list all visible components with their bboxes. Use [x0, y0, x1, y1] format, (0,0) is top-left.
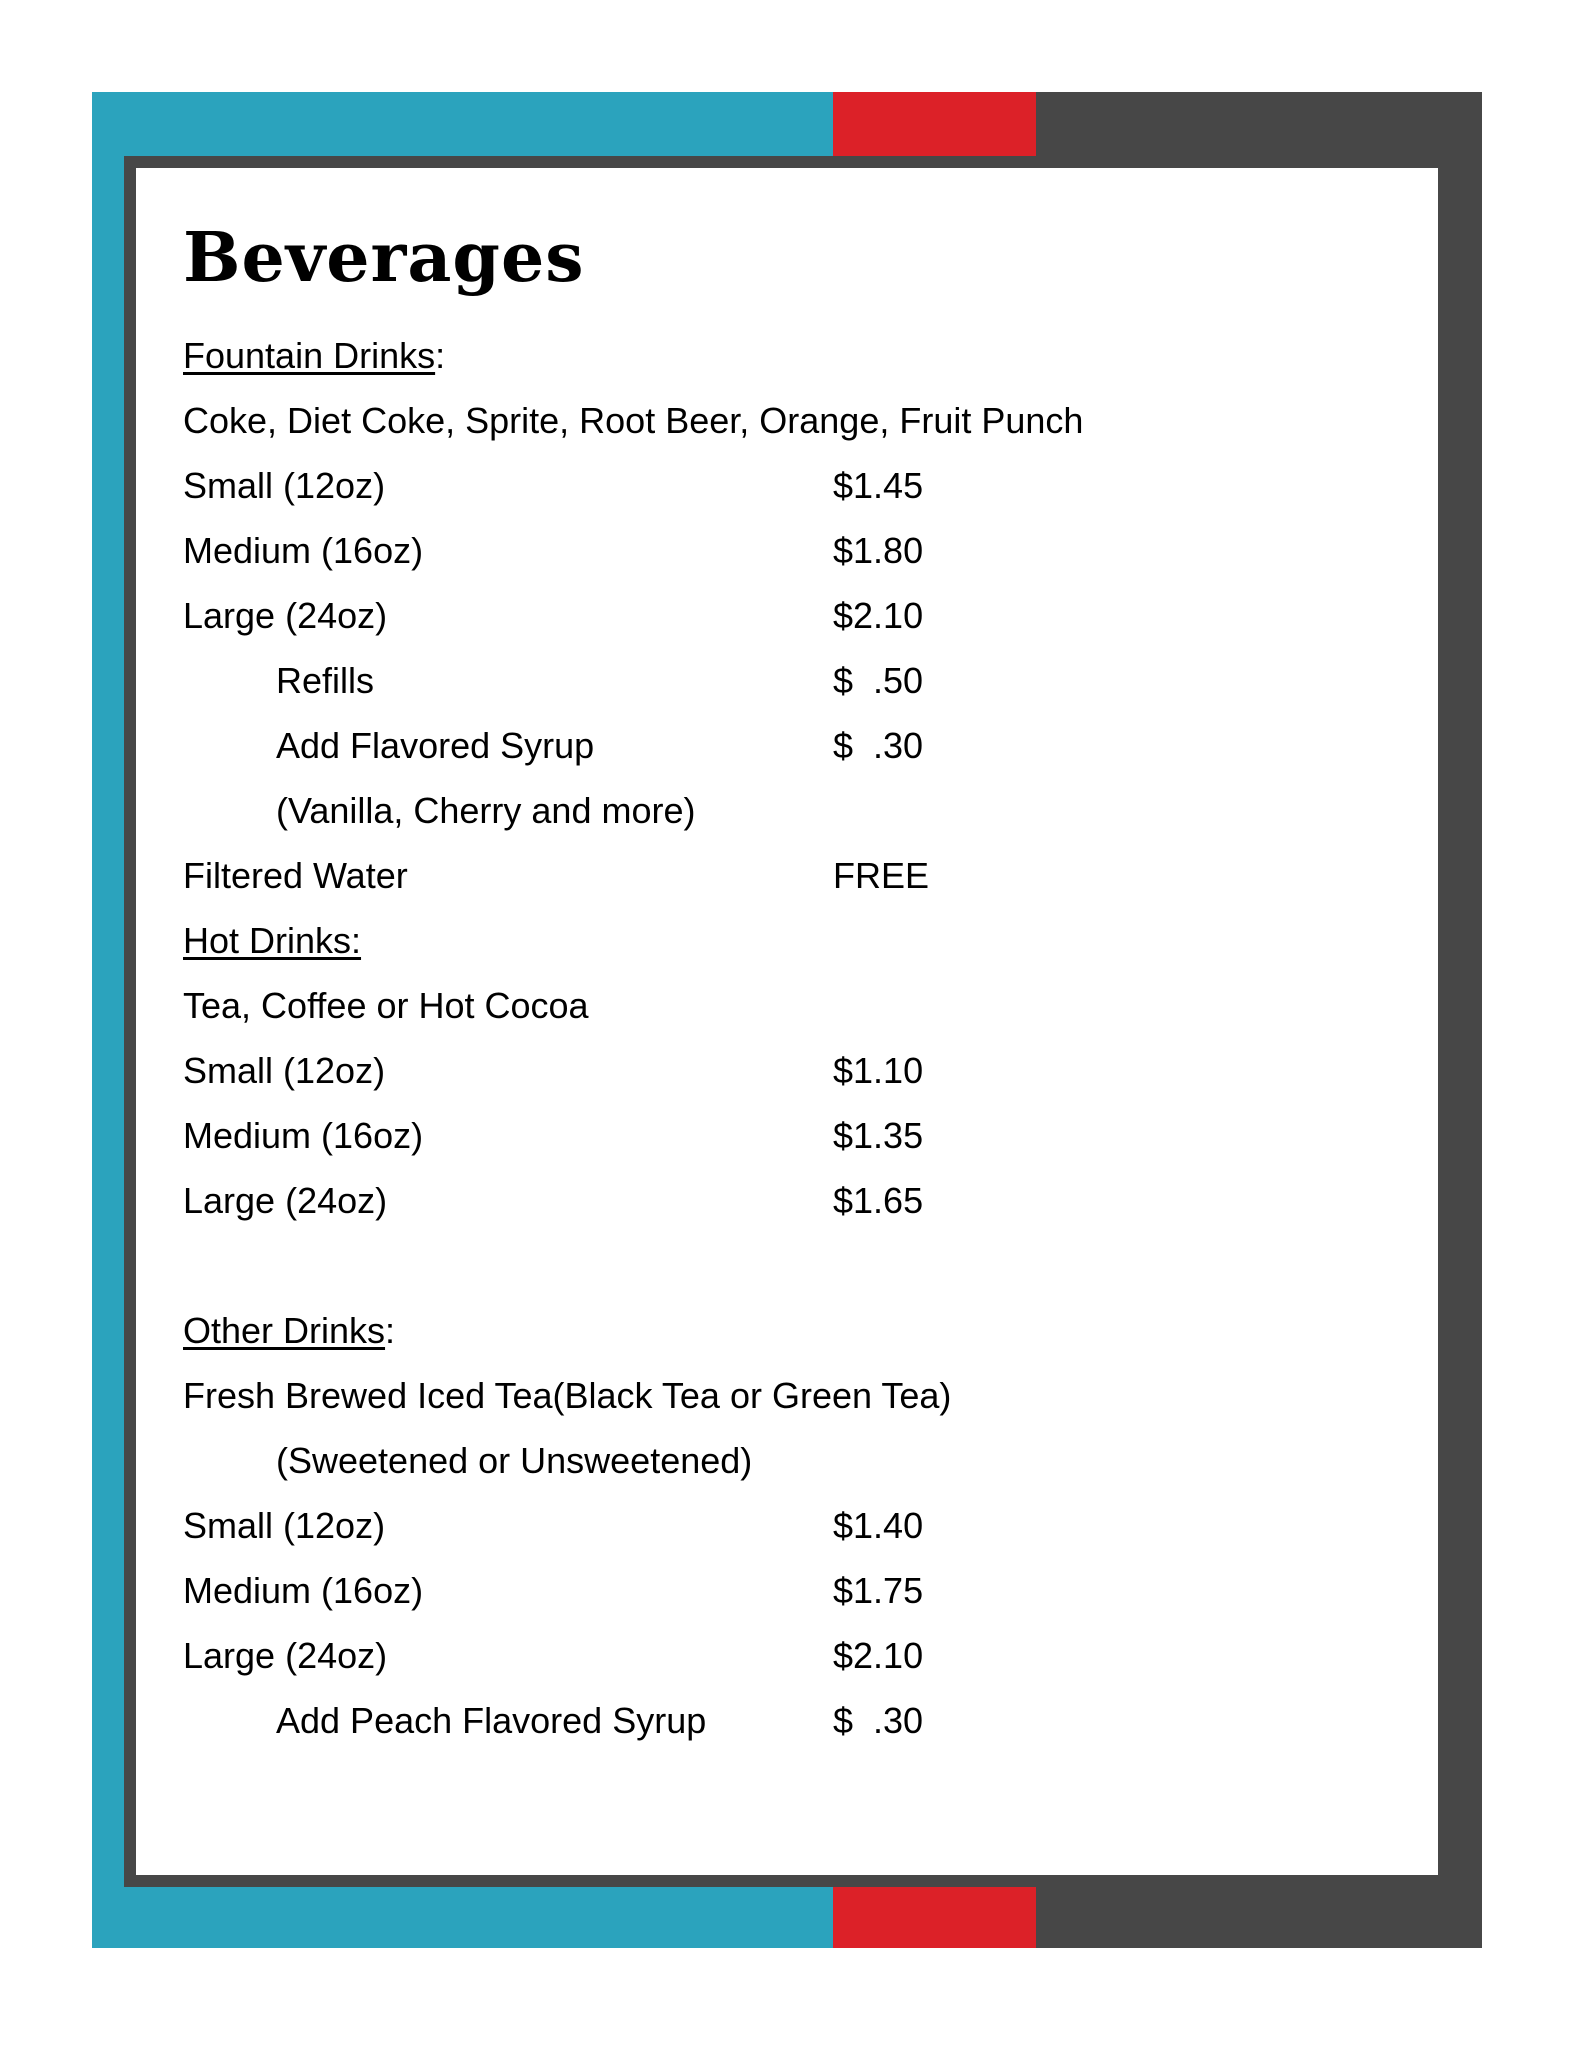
section-heading-text: Fountain Drinks — [183, 335, 436, 376]
item-name: Add Peach Flavored Syrup — [276, 1700, 707, 1741]
menu-item — [183, 1623, 1283, 1688]
item-price: FREE — [833, 855, 930, 896]
menu-note — [183, 973, 1283, 1038]
item-price: $ .30 — [833, 1700, 924, 1741]
item-price: $2.10 — [833, 1635, 924, 1676]
menu-item — [183, 1688, 1283, 1753]
page-title: Beverages — [183, 218, 585, 298]
note-text: Coke, Diet Coke, Sprite, Root Beer, Orange, Fruit Punch — [183, 400, 1084, 441]
item-name: Large (24oz) — [183, 595, 388, 636]
menu-item — [183, 1103, 1283, 1168]
item-name: Small (12oz) — [183, 1050, 386, 1091]
menu-item — [183, 1038, 1283, 1103]
item-name: Add Flavored Syrup — [276, 725, 595, 766]
menu-note — [183, 778, 1283, 843]
item-price: $2.10 — [833, 595, 924, 636]
menu-item — [183, 1558, 1283, 1623]
item-price: $1.75 — [833, 1570, 924, 1611]
item-name: Filtered Water — [183, 855, 408, 896]
section-heading-wrapper — [183, 1310, 395, 1351]
item-price: $ .50 — [833, 660, 924, 701]
section-heading-suffix: : — [435, 335, 446, 376]
menu-item — [183, 648, 1283, 713]
item-price: $ .30 — [833, 725, 924, 766]
item-price: $1.10 — [833, 1050, 924, 1091]
menu-note — [183, 388, 1283, 453]
section-heading-wrapper — [183, 335, 445, 376]
menu-item — [183, 713, 1283, 778]
note-text: (Vanilla, Cherry and more) — [276, 790, 696, 831]
menu-item — [183, 843, 1283, 908]
item-price: $1.40 — [833, 1505, 924, 1546]
menu-item — [183, 1168, 1283, 1233]
menu-item — [183, 453, 1283, 518]
item-price: $1.45 — [833, 465, 924, 506]
menu-item — [183, 583, 1283, 648]
menu-item — [183, 1493, 1283, 1558]
item-name: Medium (16oz) — [183, 530, 424, 571]
menu-spacer — [183, 1233, 1283, 1298]
item-price: $1.35 — [833, 1115, 924, 1156]
section-heading-suffix: : — [385, 1310, 396, 1351]
item-name: Medium (16oz) — [183, 1115, 424, 1156]
menu-note — [183, 1363, 1283, 1428]
note-text: (Sweetened or Unsweetened) — [276, 1440, 753, 1481]
beverage-menu — [183, 323, 1283, 1753]
item-name: Small (12oz) — [183, 465, 386, 506]
item-price: $1.80 — [833, 530, 924, 571]
note-text: Fresh Brewed Iced Tea(Black Tea or Green Tea) — [183, 1375, 952, 1416]
menu-note — [183, 1428, 1283, 1493]
section-heading — [183, 323, 1283, 388]
section-heading-text: Other Drinks — [183, 1310, 386, 1351]
item-name: Large (24oz) — [183, 1635, 388, 1676]
section-heading-text: Hot Drinks: — [183, 920, 362, 961]
section-heading — [183, 908, 1283, 973]
item-name: Medium (16oz) — [183, 1570, 424, 1611]
section-heading — [183, 1298, 1283, 1363]
item-price: $1.65 — [833, 1180, 924, 1221]
menu-item — [183, 518, 1283, 583]
section-heading-wrapper — [183, 920, 361, 961]
item-name: Small (12oz) — [183, 1505, 386, 1546]
note-text: Tea, Coffee or Hot Cocoa — [183, 985, 589, 1026]
item-name: Refills — [276, 660, 375, 701]
item-name: Large (24oz) — [183, 1180, 388, 1221]
